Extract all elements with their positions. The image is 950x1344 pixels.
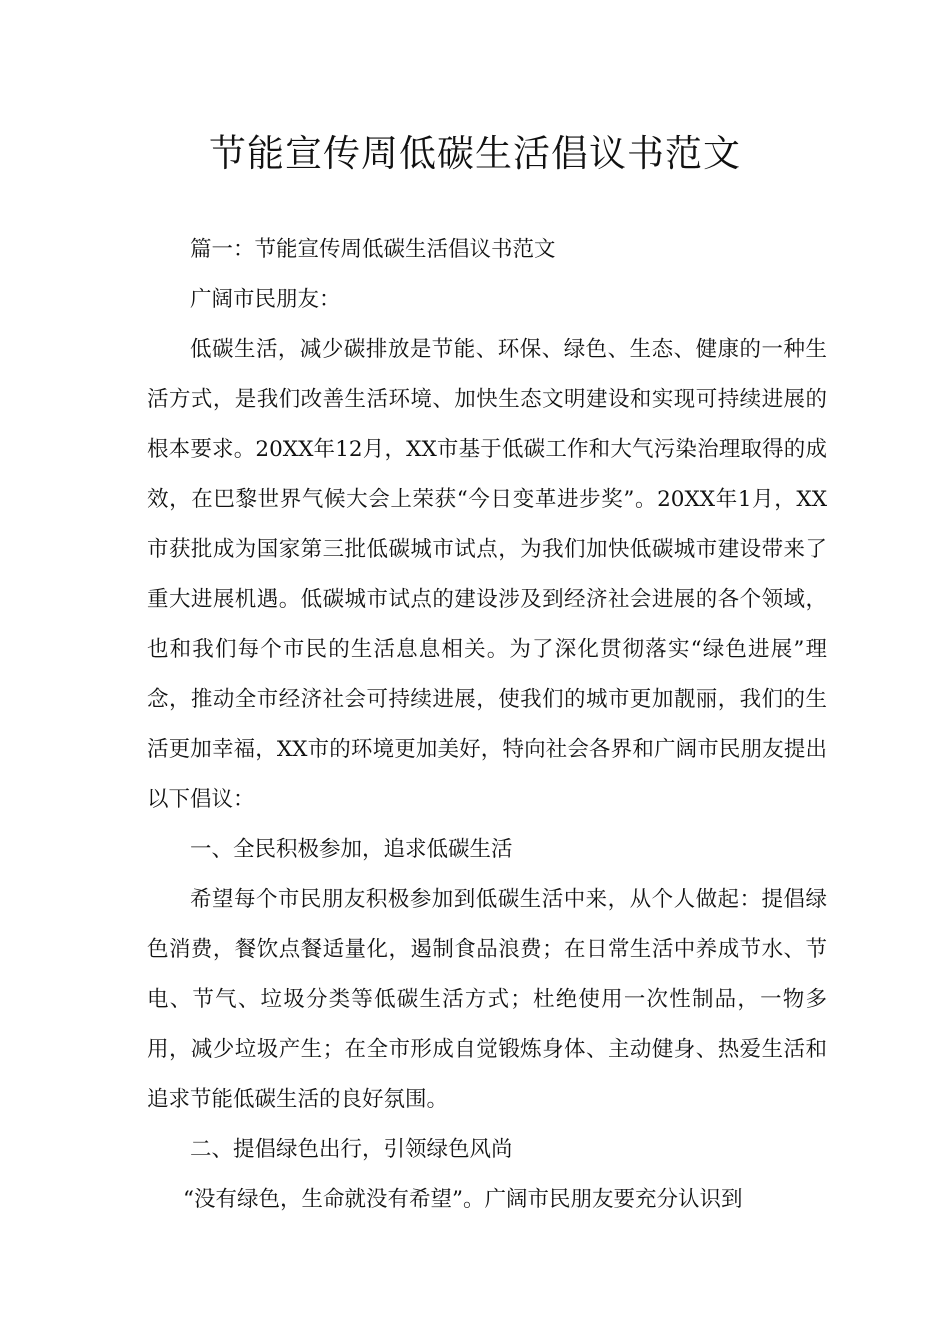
paragraph-section-2: “没有绿色，生命就没有希望”。广阔市民朋友要充分认识到 — [183, 1187, 743, 1212]
paragraph-subtitle: 篇一：节能宣传周低碳生活倡议书范文 — [190, 237, 556, 262]
paragraph-section-1: 希望每个市民朋友积极参加到低碳生活中来，从个人做起：提倡绿色消费，餐饮点餐适量化，遏制食品浪费；在日常生活中养成节水、节电、节气、垃圾分类等低碳生活方式；杜绝使用一次性制品，一物多用，减少垃圾产生；在全市形成自觉锻炼身体、主动健身、热爱生活和追求节能低碳生活的良好氛围。 — [147, 887, 827, 1112]
document-body — [147, 225, 827, 1225]
paragraph-salutation: 广阔市民朋友： — [190, 287, 341, 312]
document-title: 节能宣传周低碳生活倡议书范文 — [209, 132, 741, 175]
section-heading-2: 二、提倡绿色出行，引领绿色风尚 — [190, 1137, 513, 1162]
paragraph-intro: 低碳生活，减少碳排放是节能、环保、绿色、生态、健康的一种生活方式，是我们改善生活环境、加快生态文明建设和实现可持续进展的根本要求。20XX年12月，XX市基于低碳工作和大气污染治理取得的成效，在巴黎世界气候大会上荣获“今日变革进步奖”。20XX年1月，XX市获批成为国家第三批低碳城市试点，为我们加快低碳城市建设带来了重大进展机遇。低碳城市试点的建设涉及到经济社会进展的各个领域，也和我们每个市民的生活息息相关。为了深化贯彻落实“绿色进展”理念，推动全市经济社会可持续进展，使我们的城市更加靓丽，我们的生活更加幸福，XX市的环境更加美好，特向社会各界和广阔市民朋友提出以下倡议： — [147, 337, 827, 812]
section-heading-1: 一、全民积极参加，追求低碳生活 — [190, 837, 513, 862]
